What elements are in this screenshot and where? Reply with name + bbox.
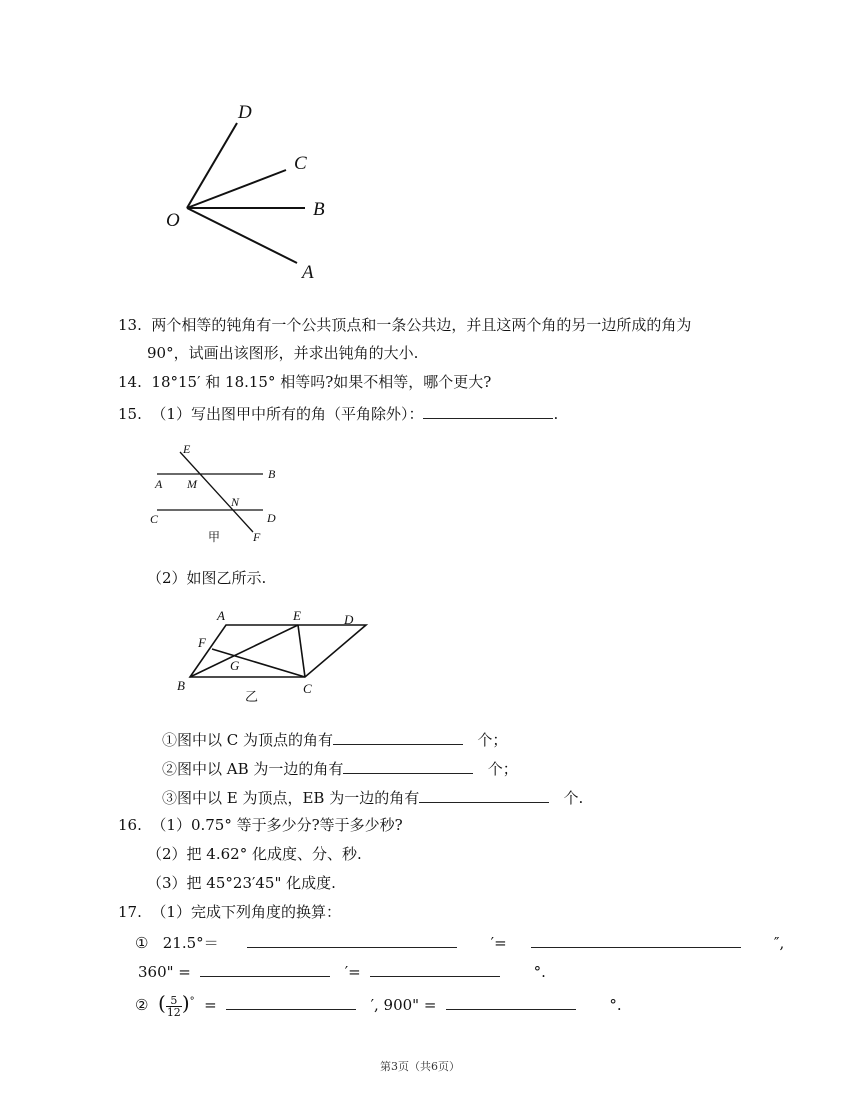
q17-r3-mark: ② [135, 996, 149, 1014]
label-B: B [313, 199, 325, 220]
figure-jia [145, 440, 290, 545]
fraction-expression: ( [158, 991, 166, 1015]
q16-line1 [118, 815, 403, 835]
label-C: C [150, 512, 159, 526]
q16-p3: （3）把 45°23′45" 化成度. [147, 874, 336, 892]
q17-r2-blank1[interactable] [200, 960, 330, 977]
q17-r2-start: 360" = [138, 963, 191, 981]
q17-r2-blank2[interactable] [370, 960, 500, 977]
label-D: D [267, 511, 276, 525]
label-M: M [187, 477, 197, 491]
q15-number: 15. [118, 405, 142, 423]
q16-p1: （1）0.75° 等于多少分?等于多少秒? [151, 816, 403, 834]
q15-line1 [118, 402, 558, 424]
q15-item2-blank[interactable] [343, 757, 473, 774]
q17-line1 [118, 902, 341, 922]
q17-r2-mid: ′= [344, 963, 361, 981]
q13-line1 [118, 315, 691, 335]
segment-EC [298, 625, 305, 677]
q15-item3 [162, 786, 583, 808]
line-EF [180, 452, 253, 532]
q17-r1-blank2[interactable] [531, 931, 741, 948]
q14-number: 14. [118, 373, 142, 391]
q17-r3-blank2[interactable] [446, 993, 576, 1010]
q17-r1-mid: ′= [490, 934, 507, 952]
q15-item1 [162, 728, 507, 750]
label-D: D [344, 612, 354, 627]
q15-item1-text: ①图中以 C 为顶点的角有 [162, 731, 334, 749]
page-footer: 第3页（共6页） [380, 1060, 460, 1073]
label-F: F [198, 635, 206, 650]
caption-yi: 乙 [245, 689, 259, 704]
q14-text: 18°15′ 和 18.15° 相等吗?如果不相等，哪个更大? [151, 373, 492, 391]
label-O: O [166, 210, 180, 231]
q15-item3-post: 个. [563, 789, 584, 807]
label-A: A [302, 262, 314, 283]
q14-line [118, 372, 491, 392]
q15-part2: （2）如图乙所示. [147, 569, 267, 587]
label-E: E [293, 608, 301, 623]
q17-row1 [135, 931, 784, 953]
q15-item1-post: 个； [477, 731, 508, 749]
fraction-numerator: 5 [166, 995, 182, 1007]
q17-r1-blank1[interactable] [247, 931, 457, 948]
q15-item3-text: ③图中以 E 为顶点，EB 为一边的角有 [162, 789, 420, 807]
q17-r3-blank1[interactable] [226, 993, 356, 1010]
q15-item1-blank[interactable] [333, 728, 463, 745]
q13-text-2: 90°，试画出该图形，并求出钝角的大小. [147, 344, 419, 362]
q15-part1-text: （1）写出图甲中所有的角（平角除外）： [151, 405, 424, 423]
label-B: B [268, 467, 276, 481]
ray-OC [187, 170, 286, 208]
q15-item2-text: ②图中以 AB 为一边的角有 [162, 760, 344, 778]
q17-number: 17. [118, 903, 142, 921]
q17-r3-mid: ′, 900" = [370, 996, 437, 1014]
q15-part1-blank[interactable] [423, 402, 553, 419]
q17-r3-eq: = [204, 996, 217, 1014]
label-D: D [238, 102, 252, 123]
fraction-5-12 [166, 995, 182, 1018]
label-E: E [183, 442, 191, 456]
figure-rays-from-O [160, 95, 340, 290]
segment-FC [212, 649, 305, 677]
label-G: G [230, 658, 240, 673]
caption-jia: 甲 [208, 530, 221, 544]
q15-part1-end: . [553, 405, 559, 423]
label-F: F [253, 530, 261, 544]
q17-r1-end: ″, [773, 934, 785, 952]
q17-row3: ② ( $\frac{5}{12}$ )° = ′, 900" = °. [135, 991, 622, 1019]
q17-r2-end: °. [533, 963, 546, 981]
q17-p1: （1）完成下列角度的换算： [151, 903, 341, 921]
q16-number: 16. [118, 816, 142, 834]
q15-item2 [162, 757, 518, 779]
q13-number: 13. [118, 316, 142, 334]
q17-row2 [138, 960, 546, 982]
label-A: A [217, 608, 225, 623]
label-B: B [177, 678, 185, 693]
label-A: A [155, 477, 163, 491]
q15-item3-blank[interactable] [419, 786, 549, 803]
q17-r3-end: °. [609, 996, 622, 1014]
ray-OA [187, 208, 297, 263]
q17-r1-val: 21.5°＝ [162, 934, 219, 952]
label-C: C [294, 153, 307, 174]
fraction-denominator: 12 [166, 1005, 181, 1019]
q15-item2-post: 个； [487, 760, 518, 778]
figure-yi [170, 605, 370, 710]
label-C: C [303, 681, 312, 696]
q16-p2: （2）把 4.62° 化成度、分、秒. [147, 845, 362, 863]
ray-OD [187, 123, 237, 208]
q17-r1-mark: ① [135, 934, 149, 952]
q13-text-1: 两个相等的钝角有一个公共顶点和一条公共边，并且这两个角的另一边所成的角为 [151, 316, 692, 334]
label-N: N [231, 495, 240, 509]
